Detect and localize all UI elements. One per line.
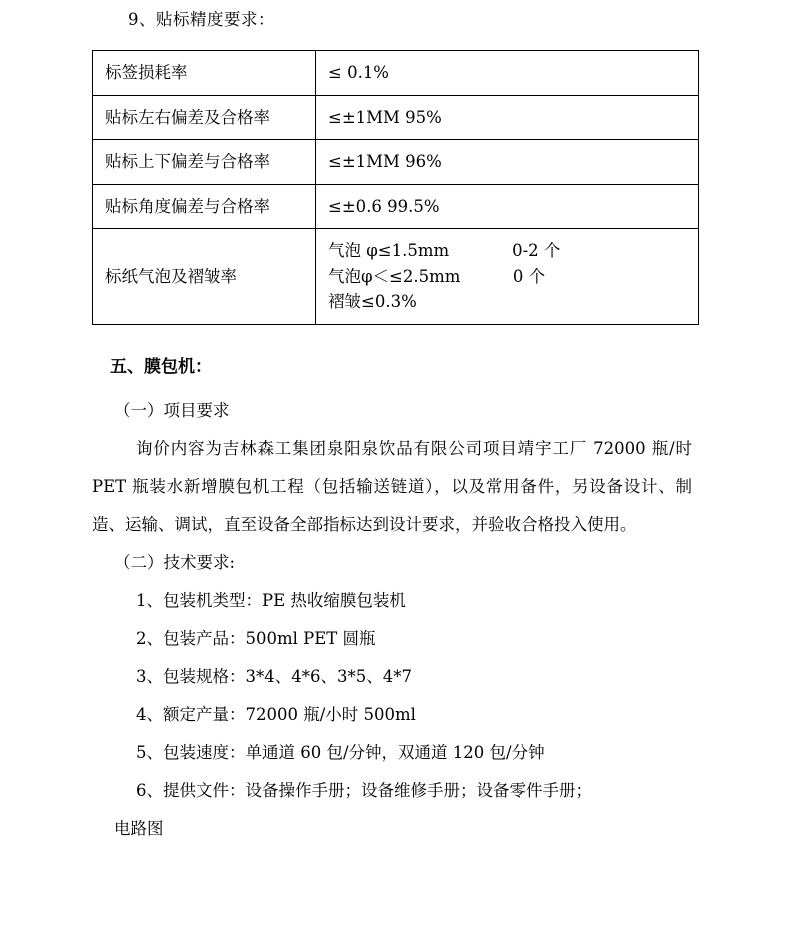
table-cell-value-line: 褶皱≤0.3% bbox=[328, 292, 417, 312]
body-content bbox=[92, 392, 692, 848]
table-cell-value bbox=[316, 229, 699, 325]
table-cell-value-line: 气泡 φ≤1.5mm 0-2 个 bbox=[328, 241, 561, 261]
table-row bbox=[93, 95, 699, 140]
table-row bbox=[93, 140, 699, 185]
table-cell-label: 标签损耗率 bbox=[93, 51, 316, 96]
subsection-heading-project-requirements: （一）项目要求 bbox=[114, 401, 230, 420]
table-row bbox=[93, 51, 699, 96]
table-cell-label: 贴标左右偏差及合格率 bbox=[93, 95, 316, 140]
table-cell-value: ≤±0.6 99.5% bbox=[316, 184, 699, 229]
paragraph-project-scope: 询价内容为吉林森工集团泉阳泉饮品有限公司项目靖宇工厂 72000 瓶/时 PET 瓶装水新增膜包机工程（包括输送链道），以及常用备件，另设备设计、制造、运输、调试，直至设备全部指标达到设计要求，并验收合格投入使用。 bbox=[92, 439, 692, 534]
table-row bbox=[93, 184, 699, 229]
subsection-heading-technical-requirements: （二）技术要求: bbox=[114, 553, 236, 572]
table-row bbox=[93, 229, 699, 325]
list-item: 2、包装产品：500ml PET 圆瓶 bbox=[136, 629, 376, 648]
section-title: 五、膜包机： bbox=[110, 357, 212, 377]
table-cell-label: 标纸气泡及褶皱率 bbox=[93, 229, 316, 325]
list-item-continuation: 电路图 bbox=[114, 819, 164, 838]
list-item: 1、包装机类型：PE 热收缩膜包装机 bbox=[136, 591, 406, 610]
labeling-accuracy-table bbox=[92, 50, 699, 325]
table-cell-value-line: 气泡φ＜≤2.5mm 0 个 bbox=[328, 266, 546, 286]
list-item: 6、提供文件：设备操作手册；设备维修手册；设备零件手册； bbox=[136, 781, 592, 800]
list-item: 5、包装速度：单通道 60 包/分钟，双通道 120 包/分钟 bbox=[136, 743, 545, 762]
list-item: 3、包装规格：3*4、4*6、3*5、4*7 bbox=[136, 667, 412, 686]
table-cell-value: ≤±1MM 96% bbox=[316, 140, 699, 185]
table-cell-value: ≤±1MM 95% bbox=[316, 95, 699, 140]
table-cell-label: 贴标角度偏差与合格率 bbox=[93, 184, 316, 229]
table-cell-value: ≤ 0.1% bbox=[316, 51, 699, 96]
table-cell-label: 贴标上下偏差与合格率 bbox=[93, 140, 316, 185]
page-heading: 9、贴标精度要求： bbox=[128, 10, 275, 29]
list-item: 4、额定产量：72000 瓶/小时 500ml bbox=[136, 705, 416, 724]
